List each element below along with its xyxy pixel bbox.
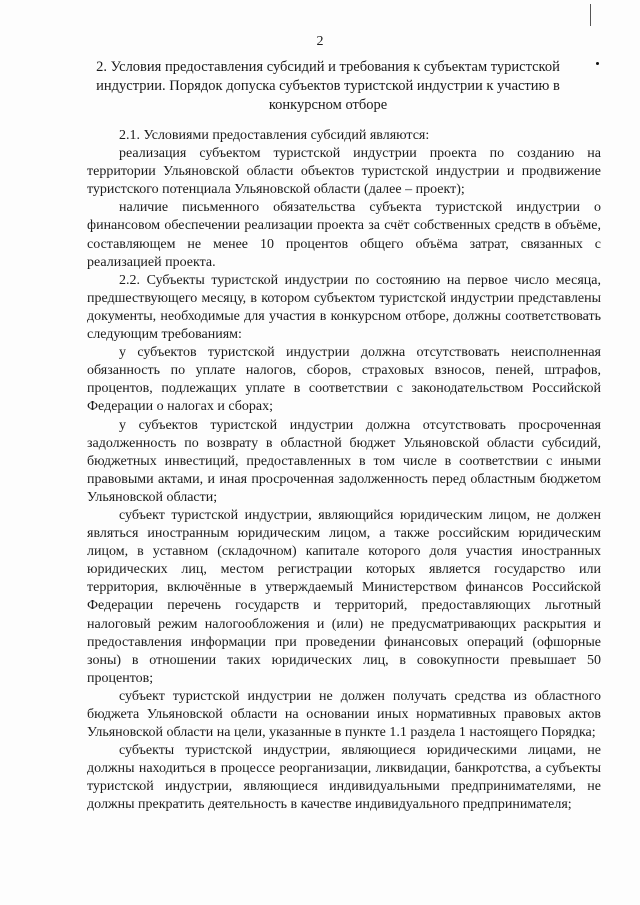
paragraph: субъект туристской индустрии, являющийся юридическим лицом, не должен являться иностранным юридическим лицом, а также российским юридическим лицом, в уставном (складочном) капитале которого доля участия иностранных юридических лиц, местом регистрации которых является государство или территория, включённые в утверждаемый Министерством финансов Российской Федерации перечень государств и территорий, предоставляющих льготный налоговый режим налогообложения и (или) не предусматривающих раскрытия и предоставления информации при проведении финансовых операций (офшорные зоны) в отношении таких юридических лиц, в совокупности превышает 50 процентов; [87,507,601,686]
body-text [87,127,601,815]
paragraph: наличие письменного обязательства субъекта туристской индустрии о финансовом обеспечении реализации проекта за счёт собственных средств в объёме, составляющем не менее 10 процентов общего объёма затрат, связанных с реализацией проекта. [87,200,601,270]
paragraph: субъекты туристской индустрии, являющиеся юридическими лицами, не должны находиться в процессе реорганизации, ликвидации, банкротства, а субъекты туристской индустрии, являющиеся индивидуальными предпринимателями, не должны прекратить деятельность в качестве индивидуального предпринимателя; [87,743,601,813]
paragraph: субъект туристской индустрии не должен получать средства из областного бюджета Ульяновской области на основании иных нормативных правовых актов Ульяновской области на цели, указанные в пункте 1.1 раздела 1 настоящего Порядка; [87,688,601,741]
paragraph: у субъектов туристской индустрии должна отсутствовать неисполненная обязанность по уплате налогов, сборов, страховых взносов, пеней, штрафов, процентов, подлежащих уплате в соответствии с законодательством Российской Федерации о налогах и сборах; [87,345,601,415]
paragraph: 2.2. Субъекты туристской индустрии по состоянию на первое число месяца, предшествующего месяцу, в котором субъектом туристской индустрии представлены документы, необходимые для участия в конкурсном отборе, должны соответствовать следующим требованиям: [87,272,601,343]
scan-mark [590,4,591,26]
section-title: 2. Условия предоставления субсидий и требования к субъектам туристской индустрии. Порядок допуска субъектов туристской индустрии к участию в конкурсном отборе [96,59,560,113]
page-number: 2 [316,34,324,49]
scan-dot [596,62,599,65]
paragraph: у субъектов туристской индустрии должна отсутствовать просроченная задолженность по возврату в областной бюджет Ульяновской области субсидий, бюджетных инвестиций, предоставленных в том числе в соответствии с иными правовыми актами, и иная просроченная задолженность перед областным бюджетом Ульяновской области; [87,417,601,505]
paragraph: 2.1. Условиями предоставления субсидий являются: [119,128,430,143]
paragraph: реализация субъектом туристской индустрии проекта по созданию на территории Ульяновской области объектов туристской индустрии и продвижение туристского потенциала Ульяновской области (далее – проект); [87,146,601,198]
